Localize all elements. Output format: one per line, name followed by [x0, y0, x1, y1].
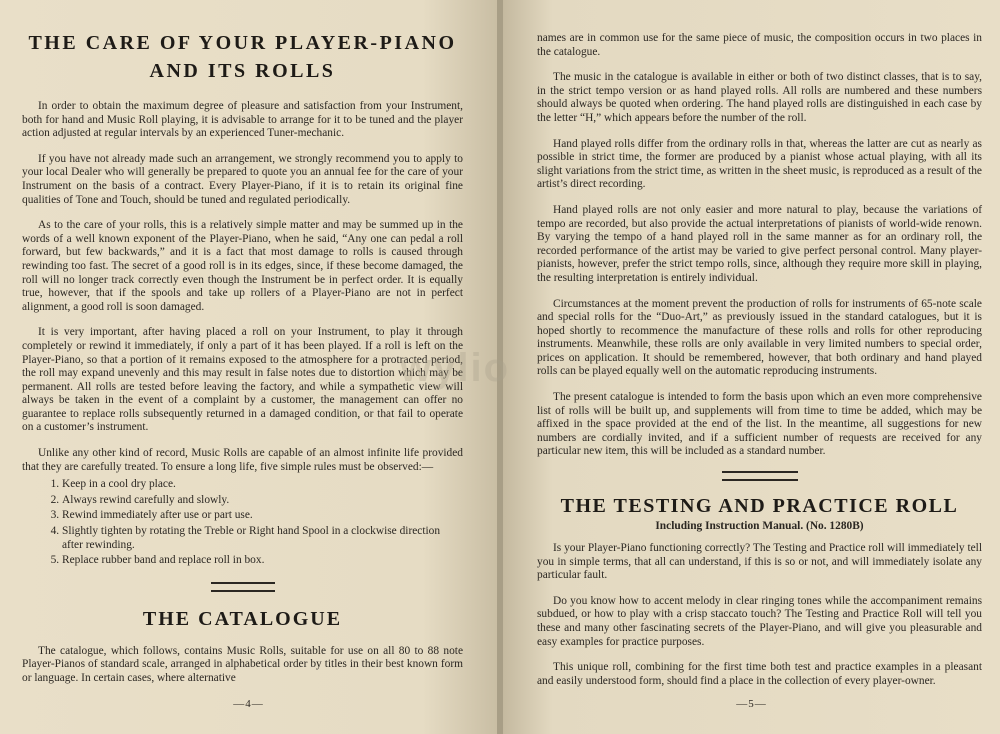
- paragraph: Circumstances at the moment prevent the production of rolls for instruments of 65-note scale and special rolls for the “Duo-Art,” as previously issued in the standard catalogues, but it is hoped shortly to recommence the manufacture of these rolls and rolls for other reproducing instruments. Meanwhile, these rolls are only available in very limited numbers to special order, prices on application. It should be remembered, however, that both ordinary and hand played rolls can be played equally well on the automatic reproducing instruments.: [537, 297, 982, 378]
- section-divider: [722, 471, 798, 481]
- rule-item: 4. Slightly tighten by rotating the Treble or Right hand Spool in a clockwise direction after rewinding.: [62, 525, 463, 552]
- care-title-line2: AND ITS ROLLS: [149, 60, 336, 82]
- watermark: wylio: [400, 346, 511, 390]
- care-title: [22, 30, 463, 84]
- paragraph: It is very important, after having placed a roll on your Instrument, to play it through completely or rewind it immediately, if only a part of it has been played. If a roll is left on the Player-Piano, so that a portion of it remains exposed to the atmosphere for a protracted period, the roll may expand unevenly and this may result in false notes due to distortion which may be permanent. All rolls are tested before leaving the factory, and while a sympathetic view will always be taken in the event of a complaint by a customer, the management can offer no guarantee to replace rolls subsequently returned in a damaged condition, or that fail to operate on a customer’s instrument.: [22, 326, 463, 434]
- paragraph: As to the care of your rolls, this is a relatively simple matter and may be summed up in the words of a well known exponent of the Player-Piano, when he said, “Any one can pedal a roll forward, but few backwards,” and it is a fact that most damage to rolls is caused through rewinding too fast. The secret of a good roll is in its edges, since, if these become damaged, the roll will no longer track correctly even though the Instrument be in perfect order. It is equally true, however, that if the spools and take up rollers of a Player-Piano are not in perfect alignment, a good roll is soon damaged.: [22, 219, 463, 313]
- paragraph: Hand played rolls are not only easier and more natural to play, because the variations of tempo are recorded, but also provide the actual interpretations of pianists of world-wide renown. By varying the tempo of a hand played roll in the same manner as for an ordinary roll, the recorded performance of the artist may be varied to give perfect personal control. Many player-pianists, however, prefer the strict tempo rolls, since, although they require more skill in playing, the resulting interpretation is entirely individual.: [537, 203, 982, 284]
- testing-roll-title: THE TESTING AND PRACTICE ROLL: [560, 495, 959, 518]
- paragraph: In order to obtain the maximum degree of pleasure and satisfaction from your Instrument, both for hand and Music Roll playing, it is advisable to arrange for it to be tuned and the player action adjusted at regular intervals by an experienced Tuner-mechanic.: [22, 100, 463, 140]
- paragraph: If you have not already made such an arrangement, we strongly recommend you to apply to your local Dealer who will generally be prepared to quote you an annual fee for the care of your Instrument on the basis of a contract. Every Player-Piano, if it is to retain its original fine qualities of Tone and Touch, should be tuned and regulated periodically.: [22, 152, 463, 206]
- testing-roll-subtitle: Including Instruction Manual. (No. 1280B): [655, 520, 864, 533]
- paragraph: Hand played rolls differ from the ordinary rolls in that, whereas the latter are cut as nearly as possible in strict time, the former are produced by a pianist whose actual playing, with all its slight variations from the strict time, as written in the sheet music, is reproduced as a result of the artist’s direct recording.: [537, 137, 982, 191]
- paragraph: The present catalogue is intended to form the basis upon which an even more comprehensive list of rolls will be built up, and supplements will from time to time be added, which may be affixed in the space provided at the end of the list. In the meantime, all suggestions for new numbers are cordially invited, and if a sufficient number of requests are received for any particular new item, this will be included as a standard number.: [537, 391, 982, 458]
- page-number: —4—: [233, 698, 264, 710]
- catalogue-title: THE CATALOGUE: [142, 607, 343, 630]
- section-divider: [211, 582, 275, 592]
- paragraph: Do you know how to accent melody in clear ringing tones while the accompaniment remains subdued, or how to play with a crisp staccato touch? The Testing and Practice Roll will tell you these and many other fascinating secrets of the Player-Piano, and will give you pleasurable and easy examples for practice purposes.: [537, 594, 982, 648]
- paragraph: The music in the catalogue is available in either or both of two distinct classes, that is to say, in the strict tempo version or as hand played rolls. All rolls are numbered and these numbers should always be quoted when ordering. The hand played rolls are distinguished in each case by the letter “H,” which appears before the number of the roll.: [537, 71, 982, 124]
- rule-item: 1. Keep in a cool dry place.: [62, 478, 463, 492]
- paragraph: Is your Player-Piano functioning correctly? The Testing and Practice roll will immediately tell you in simple terms, that all can understand, if this is so or not, and will immediately isolate any particular fault.: [537, 542, 982, 582]
- rule-item: 5. Replace rubber band and replace roll in box.: [62, 554, 463, 568]
- page-number: —5—: [736, 698, 767, 710]
- paragraph: names are in common use for the same piece of music, the composition occurs in two places in the catalogue.: [537, 32, 982, 58]
- care-rules-list: [22, 478, 463, 568]
- right-page: [503, 0, 1000, 734]
- rule-item: 2. Always rewind carefully and slowly.: [62, 494, 463, 508]
- paragraph: Unlike any other kind of record, Music Rolls are capable of an almost infinite life provided that they are carefully treated. To ensure a long life, five simple rules must be observed:—: [22, 447, 463, 473]
- care-title-line1: THE CARE OF YOUR PLAYER-PIANO: [28, 32, 457, 54]
- paragraph: The catalogue, which follows, contains Music Rolls, suitable for use on all 80 to 88 note Player-Pianos of standard scale, arranged in alphabetical order by titles in their best known form or language. In certain cases, where alternative: [22, 644, 463, 684]
- rule-item: 3. Rewind immediately after use or part use.: [62, 509, 463, 523]
- paragraph: This unique roll, combining for the first time both test and practice examples in a pleasant and easily understood form, should find a place in the collection of every player-owner.: [537, 661, 982, 687]
